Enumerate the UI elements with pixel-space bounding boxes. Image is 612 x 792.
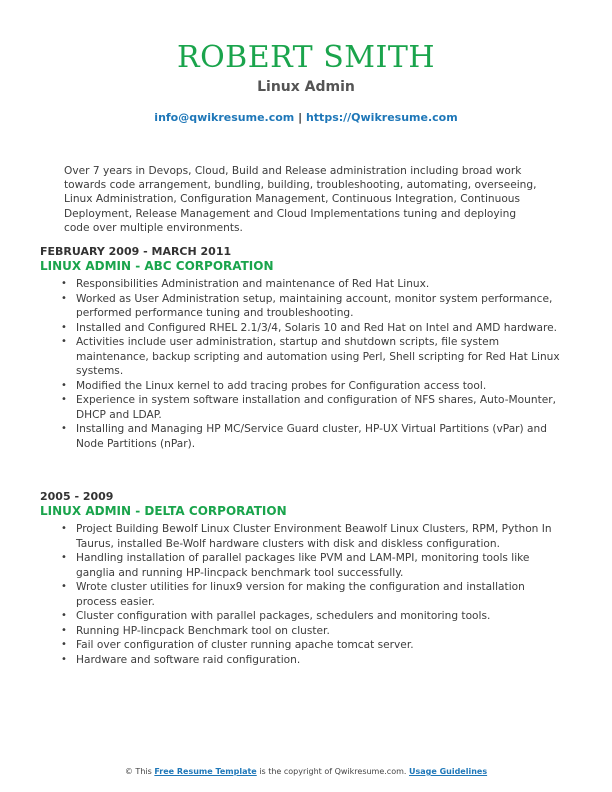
bullet-item: [61, 292, 560, 321]
bullet-text: Installed and Configured RHEL 2.1/3/4, Solaris 10 and Red Hat on Intel and AMD hardware.: [76, 321, 558, 334]
bullet-text: Worked as User Administration setup, maintaining account, monitor system performance, performed performance tuning and troubleshooting.: [76, 292, 553, 319]
bullet-text: Responsibilities Administration and maintenance of Red Hat Linux.: [76, 278, 430, 290]
bullet-text: Hardware and software raid configuration.: [76, 653, 301, 666]
experience-entry: [40, 490, 560, 667]
bullet-dot-icon: •: [61, 581, 67, 592]
bullet-text: Project Building Bewolf Linux Cluster Environment Beawolf Linux Clusters, RPM, Python In Taurus, installed Be-Wolf hardware clusters with disk and diskless configuration.: [76, 523, 552, 550]
usage-guidelines-link[interactable]: Usage Guidelines: [408, 767, 488, 776]
bullet-text: Fail over configuration of cluster running apache tomcat server.: [76, 639, 414, 651]
bullet-item: [61, 393, 560, 422]
bullet-dot-icon: •: [61, 639, 67, 650]
bullet-text: Cluster configuration with parallel packages, schedulers and monitoring tools.: [76, 610, 491, 622]
experience-title: LINUX ADMIN - ABC CORPORATION: [40, 259, 274, 273]
footer-middle: is the copyright of Qwikresume.com.: [256, 767, 409, 776]
bullet-dot-icon: •: [61, 523, 67, 534]
experience-bullets: [40, 522, 560, 667]
bullet-dot-icon: •: [61, 336, 67, 347]
bullet-dot-icon: •: [61, 610, 67, 621]
bullet-item: [61, 638, 560, 653]
bullet-item: [61, 551, 560, 580]
bullet-text: Activities include user administration, startup and shutdown scripts, file system maintenance, backup scripting and automation using Perl, Shell scripting for Red Hat Linux systems.: [76, 336, 560, 377]
bullet-dot-icon: •: [61, 423, 67, 434]
bullet-item: [61, 580, 560, 609]
bullet-dot-icon: •: [61, 624, 67, 636]
contact-line: [0, 111, 612, 125]
bullet-text: Installing and Managing HP MC/Service Guard cluster, HP-UX Virtual Partitions (vPar) and Node Partitions (nPar).: [76, 423, 547, 450]
summary-paragraph: Over 7 years in Devops, Cloud, Build and Release administration including broad work towards code arrangement, bundling, building, troubleshooting, automating, overseeing, Linux Administration, Configuration Management, Continuous Integration, Continuous Deployment, Release Management and Cloud Implementations tuning and deploying code over multiple environments.: [64, 165, 537, 234]
bullet-dot-icon: •: [61, 379, 67, 391]
experience-title: LINUX ADMIN - DELTA CORPORATION: [40, 504, 287, 518]
bullet-item: [61, 609, 560, 624]
bullet-text: Handling installation of parallel packages like PVM and LAM-MPI, monitoring tools like ganglia and running HP-lincpack benchmark tool successfully.: [76, 552, 530, 579]
experience-dates: FEBRUARY 2009 - MARCH 2011: [40, 245, 232, 258]
bullet-item: [61, 335, 560, 379]
free-resume-template-link[interactable]: Free Resume Template: [154, 767, 257, 776]
experience-bullets: [40, 277, 560, 451]
bullet-item: [61, 321, 560, 336]
bullet-item: [61, 422, 560, 451]
bullet-text: Experience in system software installation and configuration of NFS shares, Auto-Mounter, DHCP and LDAP.: [76, 394, 556, 421]
website-link[interactable]: https://Qwikresume.com: [305, 111, 458, 124]
bullet-dot-icon: •: [61, 278, 67, 289]
bullet-text: Running HP-lincpack Benchmark tool on cluster.: [76, 624, 330, 637]
job-title: Linux Admin: [257, 79, 355, 95]
email-link[interactable]: info@qwikresume.com: [154, 111, 295, 124]
copyright-footer: [0, 766, 612, 777]
bullet-text: Wrote cluster utilities for linux9 version for making the configuration and installation process easier.: [76, 581, 525, 608]
bullet-dot-icon: •: [61, 321, 67, 333]
bullet-item: [61, 277, 560, 292]
experience-dates: 2005 - 2009: [40, 490, 114, 503]
bullet-item: [61, 653, 560, 668]
contact-separator: |: [294, 111, 306, 124]
bullet-dot-icon: •: [61, 653, 67, 665]
bullet-dot-icon: •: [61, 292, 67, 304]
bullet-dot-icon: •: [61, 394, 67, 405]
bullet-item: [61, 624, 560, 639]
bullet-dot-icon: •: [61, 552, 67, 563]
footer-prefix: © This: [124, 767, 155, 776]
candidate-name: ROBERT SMITH: [176, 40, 436, 75]
bullet-item: [61, 379, 560, 394]
experience-entry: [40, 245, 560, 451]
bullet-text: Modified the Linux kernel to add tracing probes for Configuration access tool.: [76, 379, 487, 392]
bullet-item: [61, 522, 560, 551]
